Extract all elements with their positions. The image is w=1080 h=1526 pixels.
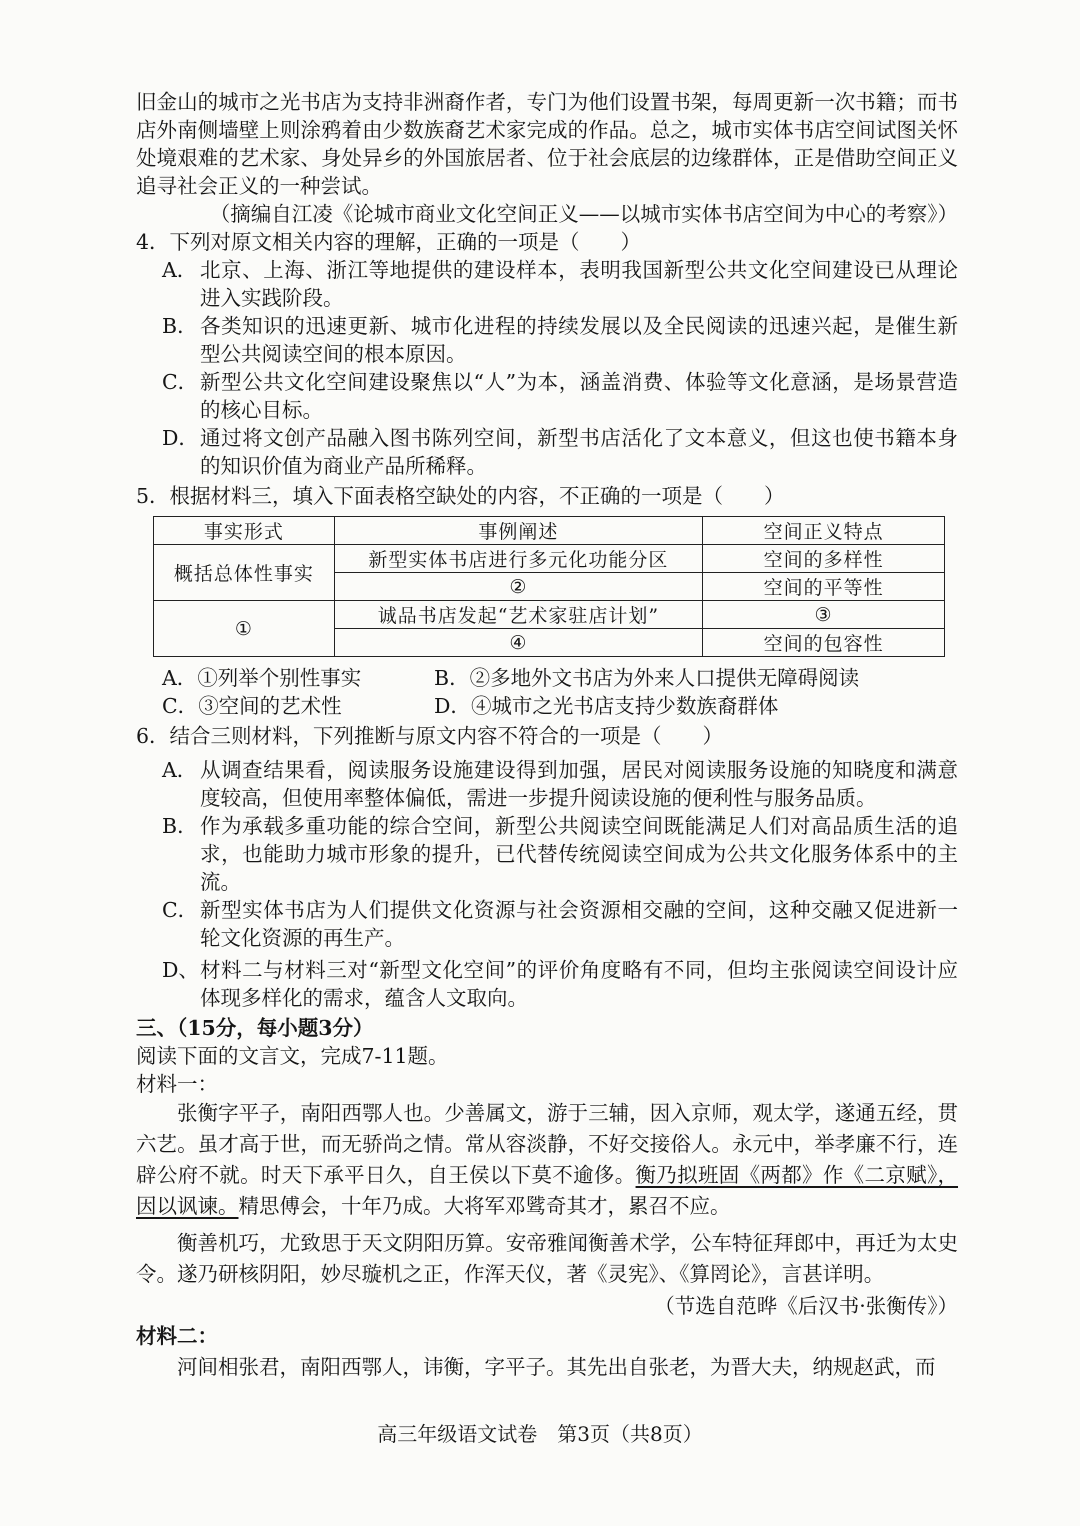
option-label: A． [162, 758, 198, 782]
fact-table [153, 516, 945, 657]
option-text: 作为承载多重功能的综合空间，新型公共阅读空间既能满足人们对高品质生活的追求，也能助力城市形象的提升，已代替传统阅读空间成为公共文化服务体系中的主流。 [200, 814, 958, 894]
section-heading: 三、（15分，每小题3分） [136, 1016, 374, 1040]
q5-option-c [162, 692, 342, 720]
option-text: 各类知识的迅速更新、城市化进程的持续发展以及全民阅读的迅速兴起，是催生新型公共阅读空间的根本原因。 [200, 314, 958, 366]
table-cell: ④ [334, 629, 702, 657]
option-label: C． [162, 898, 199, 922]
table-cell: 空间的包容性 [703, 629, 945, 657]
table-cell: ③ [703, 601, 945, 629]
option-label: D． [162, 426, 199, 450]
q6-option-c [162, 896, 958, 952]
material-2-label: 材料二： [136, 1324, 218, 1348]
material-1-paragraph-1 [136, 1098, 958, 1222]
option-label: D． [434, 694, 471, 718]
option-text: 材料二与材料三对“新型文化空间”的评价角度略有不同，但均主张阅读空间设计应体现多样化的需求，蕴含人文取向。 [200, 958, 958, 1010]
m1-text-a: 张衡字平子，南阳西鄂人也。少善属文，游于三辅，因入京师，观太学，遂通五经，贯六艺。虽才高于世，而无骄尚之情。常从容淡静，不好交接俗人。永元中，举孝廉不行，连辟公府不就。时天下承平日久，自王侯以下莫不逾侈。 [136, 1101, 958, 1187]
q4-option-c [162, 368, 958, 424]
option-label: C． [162, 370, 199, 394]
q4-option-a [162, 256, 958, 312]
q5-option-a [162, 664, 361, 692]
section-instruction: 阅读下面的文言文，完成7-11题。 [136, 1044, 449, 1068]
table-row [154, 601, 945, 629]
option-text: ①列举个别性事实 [197, 666, 362, 690]
option-label: B． [434, 666, 470, 690]
option-text: 通过将文创产品融入图书陈列空间，新型书店活化了文本意义，但这也使书籍本身的知识价值为商业产品所稀释。 [200, 426, 958, 478]
option-text: ③空间的艺术性 [198, 694, 342, 718]
table-cell: 诚品书店发起“艺术家驻店计划” [334, 601, 702, 629]
question-5-stem: 5．根据材料三，填入下面表格空缺处的内容，不正确的一项是（ ） [136, 484, 785, 508]
option-text: ④城市之光书店支持少数族裔群体 [470, 694, 779, 718]
material-2-paragraph-1: 河间相张君，南阳西鄂人，讳衡，字平子。其先出自张老，为晋大夫，纳规赵武，而 [177, 1355, 936, 1379]
material-1-label: 材料一： [136, 1072, 218, 1096]
q4-option-b [162, 312, 958, 368]
q6-option-b [162, 812, 958, 896]
intro-paragraph: 旧金山的城市之光书店为支持非洲裔作者，专门为他们设置书架，每周更新一次书籍；而书店外南侧墙壁上则涂鸦着由少数族裔艺术家完成的作品。总之，城市实体书店空间试图关怀处境艰难的艺术家、身处异乡的外国旅居者、位于社会底层的边缘群体，正是借助空间正义追寻社会正义的一种尝试。 [136, 90, 958, 198]
table-row [154, 545, 945, 573]
q5-option-d [434, 692, 778, 720]
table-header-row [154, 517, 945, 545]
option-label: D、 [162, 958, 199, 982]
question-6-stem: 6．结合三则材料，下列推断与原文内容不符合的一项是（ ） [136, 724, 724, 748]
m1-underlined-sentence: 衡乃拟班固《两都》作《二京赋》，因以讽谏。 [136, 1163, 959, 1218]
option-label: A． [162, 666, 198, 690]
option-text: 从调查结果看，阅读服务设施建设得到加强，居民对阅读服务设施的知晓度和满意度较高，但使用率整体偏低，需进一步提升阅读设施的便利性与服务品质。 [200, 758, 958, 810]
option-text: 北京、上海、浙江等地提供的建设样本，表明我国新型公共文化空间建设已从理论进入实践阶段。 [200, 258, 958, 310]
option-label: C． [162, 694, 199, 718]
table-header: 事实形式 [154, 517, 335, 545]
table-header: 事例阐述 [334, 517, 702, 545]
source-note: （摘编自江凌《论城市商业文化空间正义——以城市实体书店空间为中心的考察》） [209, 202, 958, 226]
m1-text-b: 精思傅会，十年乃成。大将军邓骘奇其才，累召不应。 [238, 1194, 731, 1218]
option-text: 新型实体书店为人们提供文化资源与社会资源相交融的空间，这种交融又促进新一轮文化资源的再生产。 [200, 898, 958, 950]
table-cell: ② [334, 573, 702, 601]
material-1-paragraph-2: 衡善机巧，尤致思于天文阴阳历算。安帝雅闻衡善术学，公车特征拜郎中，再迁为太史令。遂乃研核阴阳，妙尽璇机之正，作浑天仪，著《灵宪》、《算罔论》，言甚详明。 [136, 1231, 958, 1286]
table-cell: 空间的多样性 [703, 545, 945, 573]
option-label: A． [162, 258, 198, 282]
table-cell: 空间的平等性 [703, 573, 945, 601]
option-label: B． [162, 314, 198, 338]
page-footer: 高三年级语文试卷 第3页（共8页） [377, 1422, 703, 1446]
table-cell: 概括总体性事实 [154, 545, 335, 601]
option-text: 新型公共文化空间建设聚焦以“人”为本，涵盖消费、体验等文化意涵，是场景营造的核心目标。 [200, 370, 958, 422]
q6-option-d [162, 956, 958, 1012]
table-header: 空间正义特点 [703, 517, 945, 545]
q5-option-b [434, 664, 859, 692]
table-cell: ① [154, 601, 335, 657]
question-4-stem: 4．下列对原文相关内容的理解，正确的一项是（ ） [136, 230, 642, 254]
material-1-source: （节选自范晔《后汉书·张衡传》） [654, 1294, 958, 1318]
option-text: ②多地外文书店为外来人口提供无障碍阅读 [469, 666, 860, 690]
q6-option-a [162, 756, 958, 812]
table-cell: 新型实体书店进行多元化功能分区 [334, 545, 702, 573]
option-label: B． [162, 814, 198, 838]
q4-option-d [162, 424, 958, 480]
